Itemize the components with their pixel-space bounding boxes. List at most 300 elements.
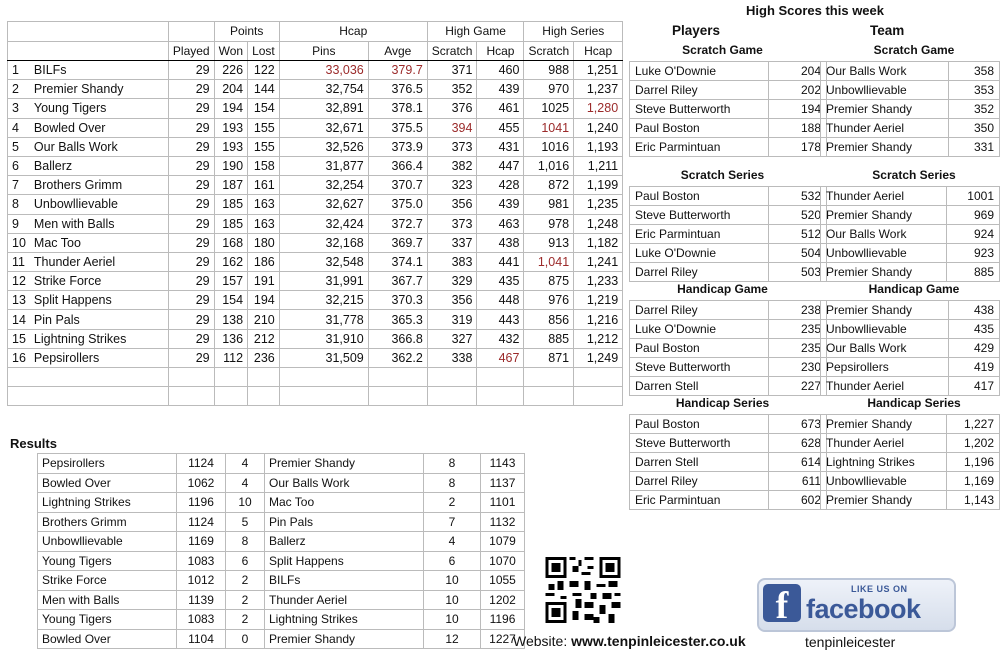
league-team: Pin Pals bbox=[30, 310, 169, 329]
league-won: 154 bbox=[214, 291, 247, 310]
score-value: 438 bbox=[948, 301, 999, 320]
league-scratch-series: 1,016 bbox=[524, 156, 574, 175]
score-value: 628 bbox=[769, 434, 827, 453]
league-scratch-series: 1016 bbox=[524, 137, 574, 156]
result-home-team: Unbowllievable bbox=[38, 532, 177, 552]
league-rank: 12 bbox=[8, 272, 30, 291]
league-rank: 15 bbox=[8, 329, 30, 348]
league-rank: 6 bbox=[8, 156, 30, 175]
league-scratch-series: 978 bbox=[524, 214, 574, 233]
league-pins: 32,424 bbox=[279, 214, 368, 233]
league-row bbox=[8, 310, 623, 329]
result-away-score: 1132 bbox=[481, 512, 525, 532]
score-row bbox=[821, 320, 1000, 339]
scratch-series-header: Scratch bbox=[524, 41, 574, 61]
score-name: Luke O'Downie bbox=[630, 244, 769, 263]
result-away-points: 10 bbox=[424, 571, 481, 591]
league-won: 194 bbox=[214, 99, 247, 118]
league-hcap-game: 438 bbox=[477, 233, 524, 252]
score-value: 924 bbox=[947, 225, 1000, 244]
league-scratch-game: 356 bbox=[427, 291, 477, 310]
league-won: 162 bbox=[214, 252, 247, 271]
result-away-team: Pin Pals bbox=[265, 512, 424, 532]
facebook-icon: f bbox=[763, 584, 801, 622]
league-pins: 32,526 bbox=[279, 137, 368, 156]
league-rank: 13 bbox=[8, 291, 30, 310]
score-value: 503 bbox=[769, 263, 827, 282]
result-home-team: Men with Balls bbox=[38, 590, 177, 610]
result-away-score: 1070 bbox=[481, 551, 525, 571]
league-played: 29 bbox=[168, 61, 214, 80]
score-value: 1,202 bbox=[946, 434, 999, 453]
result-home-points: 2 bbox=[226, 571, 265, 591]
score-row bbox=[821, 100, 1000, 119]
team-handicap-game-label: Handicap Game bbox=[868, 282, 960, 296]
league-scratch-series: 976 bbox=[524, 291, 574, 310]
league-scratch-series: 981 bbox=[524, 195, 574, 214]
players-handicap-game-table bbox=[629, 300, 827, 396]
score-row bbox=[821, 263, 1000, 282]
score-name: Paul Boston bbox=[630, 187, 769, 206]
league-pins: 33,036 bbox=[279, 61, 368, 80]
players-handicap-series-table bbox=[629, 414, 827, 510]
score-value: 602 bbox=[769, 491, 827, 510]
points-header: Points bbox=[214, 22, 279, 42]
league-hcap-series: 1,237 bbox=[574, 80, 623, 99]
high-scores-title: High Scores this week bbox=[746, 3, 884, 18]
league-row bbox=[8, 214, 623, 233]
result-away-team: Lightning Strikes bbox=[265, 610, 424, 630]
league-played: 29 bbox=[168, 137, 214, 156]
league-row bbox=[8, 99, 623, 118]
league-scratch-game: 394 bbox=[427, 118, 477, 137]
score-name: Our Balls Work bbox=[821, 62, 949, 81]
league-scratch-series: 875 bbox=[524, 272, 574, 291]
league-hcap-game: 435 bbox=[477, 272, 524, 291]
score-row bbox=[821, 206, 1000, 225]
league-played: 29 bbox=[168, 195, 214, 214]
league-scratch-series: 871 bbox=[524, 348, 574, 367]
score-name: Luke O'Downie bbox=[630, 320, 769, 339]
league-avge: 365.3 bbox=[368, 310, 427, 329]
result-row bbox=[38, 454, 525, 474]
score-value: 358 bbox=[948, 62, 999, 81]
league-pins: 32,754 bbox=[279, 80, 368, 99]
league-rank: 10 bbox=[8, 233, 30, 252]
league-lost: 180 bbox=[248, 233, 280, 252]
league-played: 29 bbox=[168, 214, 214, 233]
league-row bbox=[8, 137, 623, 156]
league-hcap-game: 455 bbox=[477, 118, 524, 137]
result-away-points: 2 bbox=[424, 493, 481, 513]
league-played: 29 bbox=[168, 272, 214, 291]
result-home-score: 1169 bbox=[177, 532, 226, 552]
result-away-points: 6 bbox=[424, 551, 481, 571]
league-hcap-series: 1,199 bbox=[574, 176, 623, 195]
league-played: 29 bbox=[168, 80, 214, 99]
result-home-score: 1062 bbox=[177, 473, 226, 493]
players-scratch-game-table bbox=[629, 61, 827, 157]
score-row bbox=[630, 339, 827, 358]
score-value: 1,196 bbox=[946, 453, 999, 472]
league-rank: 7 bbox=[8, 176, 30, 195]
score-value: 611 bbox=[769, 472, 827, 491]
score-name: Darrel Riley bbox=[630, 301, 769, 320]
league-team: BILFs bbox=[30, 61, 169, 80]
score-name: Premier Shandy bbox=[821, 138, 949, 157]
score-value: 532 bbox=[769, 187, 827, 206]
scratch-header: Scratch bbox=[427, 41, 477, 61]
score-row bbox=[630, 206, 827, 225]
league-row bbox=[8, 348, 623, 367]
score-name: Paul Boston bbox=[630, 119, 769, 138]
league-lost: 212 bbox=[248, 329, 280, 348]
score-name: Eric Parmintuan bbox=[630, 491, 769, 510]
score-row bbox=[821, 138, 1000, 157]
league-scratch-game: 373 bbox=[427, 137, 477, 156]
result-home-score: 1104 bbox=[177, 629, 226, 649]
league-lost: 186 bbox=[248, 252, 280, 271]
result-row bbox=[38, 512, 525, 532]
league-pins: 31,910 bbox=[279, 329, 368, 348]
score-name: Lightning Strikes bbox=[821, 453, 947, 472]
league-scratch-series: 970 bbox=[524, 80, 574, 99]
league-scratch-game: 319 bbox=[427, 310, 477, 329]
avge-header: Avge bbox=[368, 41, 427, 61]
league-lost: 144 bbox=[248, 80, 280, 99]
league-rank: 5 bbox=[8, 137, 30, 156]
score-value: 188 bbox=[769, 119, 827, 138]
league-row bbox=[8, 272, 623, 291]
league-hcap-series: 1,251 bbox=[574, 61, 623, 80]
league-team: Young Tigers bbox=[30, 99, 169, 118]
score-name: Premier Shandy bbox=[821, 206, 947, 225]
league-scratch-game: 352 bbox=[427, 80, 477, 99]
league-rank: 8 bbox=[8, 195, 30, 214]
league-team: Men with Balls bbox=[30, 214, 169, 233]
league-hcap-game: 447 bbox=[477, 156, 524, 175]
score-name: Premier Shandy bbox=[821, 415, 947, 434]
result-home-team: Lightning Strikes bbox=[38, 493, 177, 513]
score-name: Steve Butterworth bbox=[630, 100, 769, 119]
score-name: Darren Stell bbox=[630, 377, 769, 396]
league-avge: 376.5 bbox=[368, 80, 427, 99]
score-row bbox=[630, 491, 827, 510]
league-pins: 32,215 bbox=[279, 291, 368, 310]
league-scratch-game: 382 bbox=[427, 156, 477, 175]
league-scratch-series: 913 bbox=[524, 233, 574, 252]
league-hcap-series: 1,193 bbox=[574, 137, 623, 156]
result-away-team: Mac Too bbox=[265, 493, 424, 513]
result-home-team: Young Tigers bbox=[38, 551, 177, 571]
league-hcap-game: 460 bbox=[477, 61, 524, 80]
league-team: Thunder Aeriel bbox=[30, 252, 169, 271]
league-lost: 236 bbox=[248, 348, 280, 367]
pins-header: Pins bbox=[279, 41, 368, 61]
score-name: Paul Boston bbox=[630, 339, 769, 358]
league-won: 138 bbox=[214, 310, 247, 329]
score-value: 885 bbox=[947, 263, 1000, 282]
score-row bbox=[630, 225, 827, 244]
league-pins: 31,778 bbox=[279, 310, 368, 329]
result-home-points: 5 bbox=[226, 512, 265, 532]
score-name: Thunder Aeriel bbox=[821, 119, 949, 138]
league-avge: 370.7 bbox=[368, 176, 427, 195]
score-row bbox=[821, 415, 1000, 434]
score-value: 230 bbox=[769, 358, 827, 377]
result-home-score: 1124 bbox=[177, 512, 226, 532]
league-won: 168 bbox=[214, 233, 247, 252]
score-row bbox=[630, 320, 827, 339]
league-won: 157 bbox=[214, 272, 247, 291]
result-home-points: 10 bbox=[226, 493, 265, 513]
result-away-team: Split Happens bbox=[265, 551, 424, 571]
league-pins: 32,671 bbox=[279, 118, 368, 137]
result-home-points: 4 bbox=[226, 454, 265, 474]
league-pins: 32,627 bbox=[279, 195, 368, 214]
score-row bbox=[630, 81, 827, 100]
result-away-points: 10 bbox=[424, 610, 481, 630]
score-row bbox=[821, 339, 1000, 358]
league-team: Bowled Over bbox=[30, 118, 169, 137]
league-row bbox=[8, 329, 623, 348]
result-away-score: 1101 bbox=[481, 493, 525, 513]
league-row bbox=[8, 291, 623, 310]
result-home-points: 8 bbox=[226, 532, 265, 552]
players-scratch-game-label: Scratch Game bbox=[682, 43, 763, 57]
result-away-points: 8 bbox=[424, 473, 481, 493]
score-name: Darren Stell bbox=[630, 453, 769, 472]
league-scratch-game: 329 bbox=[427, 272, 477, 291]
league-rank: 2 bbox=[8, 80, 30, 99]
league-rank: 16 bbox=[8, 348, 30, 367]
score-value: 350 bbox=[948, 119, 999, 138]
score-value: 194 bbox=[769, 100, 827, 119]
result-home-score: 1012 bbox=[177, 571, 226, 591]
score-row bbox=[821, 244, 1000, 263]
players-scratch-series-table bbox=[629, 186, 827, 282]
result-away-points: 8 bbox=[424, 454, 481, 474]
score-row bbox=[821, 301, 1000, 320]
result-away-team: Premier Shandy bbox=[265, 629, 424, 649]
league-hcap-game: 431 bbox=[477, 137, 524, 156]
high-game-header: High Game bbox=[427, 22, 524, 42]
result-home-score: 1124 bbox=[177, 454, 226, 474]
score-name: Luke O'Downie bbox=[630, 62, 769, 81]
result-home-team: Strike Force bbox=[38, 571, 177, 591]
score-name: Darrel Riley bbox=[630, 263, 769, 282]
score-name: Darrel Riley bbox=[630, 81, 769, 100]
league-hcap-game: 463 bbox=[477, 214, 524, 233]
score-value: 1,143 bbox=[946, 491, 999, 510]
score-row bbox=[630, 472, 827, 491]
score-value: 419 bbox=[948, 358, 999, 377]
league-avge: 378.1 bbox=[368, 99, 427, 118]
league-pins: 31,877 bbox=[279, 156, 368, 175]
score-name: Premier Shandy bbox=[821, 100, 949, 119]
score-row bbox=[630, 358, 827, 377]
score-name: Darrel Riley bbox=[630, 472, 769, 491]
league-row bbox=[8, 80, 623, 99]
result-away-team: Thunder Aeriel bbox=[265, 590, 424, 610]
score-row bbox=[630, 62, 827, 81]
score-row bbox=[821, 81, 1000, 100]
league-won: 112 bbox=[214, 348, 247, 367]
league-avge: 379.7 bbox=[368, 61, 427, 80]
league-played: 29 bbox=[168, 252, 214, 271]
score-row bbox=[821, 187, 1000, 206]
score-row bbox=[821, 119, 1000, 138]
league-hcap-series: 1,241 bbox=[574, 252, 623, 271]
score-row bbox=[630, 377, 827, 396]
result-away-points: 4 bbox=[424, 532, 481, 552]
score-value: 429 bbox=[948, 339, 999, 358]
result-away-score: 1227 bbox=[481, 629, 525, 649]
league-avge: 373.9 bbox=[368, 137, 427, 156]
result-home-score: 1083 bbox=[177, 551, 226, 571]
result-row bbox=[38, 551, 525, 571]
score-row bbox=[630, 138, 827, 157]
score-row bbox=[630, 263, 827, 282]
result-home-score: 1083 bbox=[177, 610, 226, 630]
result-home-team: Bowled Over bbox=[38, 473, 177, 493]
league-lost: 163 bbox=[248, 214, 280, 233]
hcap-series-header: Hcap bbox=[574, 41, 623, 61]
score-row bbox=[821, 358, 1000, 377]
league-scratch-game: 338 bbox=[427, 348, 477, 367]
result-home-points: 0 bbox=[226, 629, 265, 649]
league-hcap-series: 1,233 bbox=[574, 272, 623, 291]
score-row bbox=[630, 453, 827, 472]
score-value: 512 bbox=[769, 225, 827, 244]
league-team: Split Happens bbox=[30, 291, 169, 310]
league-lost: 122 bbox=[248, 61, 280, 80]
score-value: 923 bbox=[947, 244, 1000, 263]
league-scratch-series: 1025 bbox=[524, 99, 574, 118]
result-away-team: Ballerz bbox=[265, 532, 424, 552]
league-table bbox=[7, 21, 623, 406]
league-row bbox=[8, 61, 623, 80]
league-played: 29 bbox=[168, 310, 214, 329]
league-rank: 4 bbox=[8, 118, 30, 137]
high-series-header: High Series bbox=[524, 22, 623, 42]
league-scratch-series: 1,041 bbox=[524, 252, 574, 271]
score-row bbox=[630, 301, 827, 320]
league-hcap-series: 1,280 bbox=[574, 99, 623, 118]
won-header: Won bbox=[214, 41, 247, 61]
facebook-like-text: LIKE US ON bbox=[851, 584, 908, 594]
league-won: 193 bbox=[214, 118, 247, 137]
league-rank: 11 bbox=[8, 252, 30, 271]
score-value: 673 bbox=[769, 415, 827, 434]
league-lost: 154 bbox=[248, 99, 280, 118]
league-team: Lightning Strikes bbox=[30, 329, 169, 348]
players-scratch-series-label: Scratch Series bbox=[680, 168, 765, 182]
league-avge: 374.1 bbox=[368, 252, 427, 271]
league-lost: 163 bbox=[248, 195, 280, 214]
result-home-team: Pepsirollers bbox=[38, 454, 177, 474]
result-away-score: 1196 bbox=[481, 610, 525, 630]
website-link[interactable]: www.tenpinleicester.co.uk bbox=[571, 633, 746, 649]
league-avge: 366.4 bbox=[368, 156, 427, 175]
score-value: 417 bbox=[948, 377, 999, 396]
league-played: 29 bbox=[168, 118, 214, 137]
result-row bbox=[38, 493, 525, 513]
league-pins: 32,168 bbox=[279, 233, 368, 252]
score-value: 352 bbox=[948, 100, 999, 119]
players-handicap-game-label: Handicap Game bbox=[677, 282, 768, 296]
league-team: Premier Shandy bbox=[30, 80, 169, 99]
league-hcap-game: 432 bbox=[477, 329, 524, 348]
team-scratch-game-table bbox=[820, 61, 1000, 157]
score-value: 178 bbox=[769, 138, 827, 157]
league-won: 226 bbox=[214, 61, 247, 80]
score-row bbox=[630, 187, 827, 206]
score-name: Thunder Aeriel bbox=[821, 434, 947, 453]
league-lost: 194 bbox=[248, 291, 280, 310]
score-value: 1001 bbox=[947, 187, 1000, 206]
league-row bbox=[8, 252, 623, 271]
league-team: Unbowllievable bbox=[30, 195, 169, 214]
league-lost: 191 bbox=[248, 272, 280, 291]
facebook-badge[interactable] bbox=[757, 578, 956, 632]
league-scratch-game: 383 bbox=[427, 252, 477, 271]
league-scratch-series: 885 bbox=[524, 329, 574, 348]
league-hcap-series: 1,249 bbox=[574, 348, 623, 367]
score-value: 235 bbox=[769, 339, 827, 358]
league-hcap-game: 467 bbox=[477, 348, 524, 367]
league-hcap-series: 1,216 bbox=[574, 310, 623, 329]
result-away-team: BILFs bbox=[265, 571, 424, 591]
result-row bbox=[38, 473, 525, 493]
league-hcap-game: 443 bbox=[477, 310, 524, 329]
result-away-score: 1055 bbox=[481, 571, 525, 591]
league-avge: 367.7 bbox=[368, 272, 427, 291]
score-row bbox=[821, 453, 1000, 472]
team-scratch-game-label: Scratch Game bbox=[873, 43, 955, 57]
league-pins: 32,891 bbox=[279, 99, 368, 118]
league-body bbox=[8, 61, 623, 406]
league-played: 29 bbox=[168, 348, 214, 367]
league-row bbox=[8, 176, 623, 195]
score-value: 1,169 bbox=[946, 472, 999, 491]
website-line bbox=[513, 633, 746, 649]
score-value: 1,227 bbox=[946, 415, 999, 434]
lost-header: Lost bbox=[248, 41, 280, 61]
league-rank: 9 bbox=[8, 214, 30, 233]
league-avge: 375.0 bbox=[368, 195, 427, 214]
score-value: 435 bbox=[948, 320, 999, 339]
league-pins: 31,991 bbox=[279, 272, 368, 291]
score-row bbox=[821, 434, 1000, 453]
league-pins: 31,509 bbox=[279, 348, 368, 367]
result-home-team: Brothers Grimm bbox=[38, 512, 177, 532]
league-won: 185 bbox=[214, 195, 247, 214]
league-hcap-series: 1,240 bbox=[574, 118, 623, 137]
score-name: Steve Butterworth bbox=[630, 434, 769, 453]
league-played: 29 bbox=[168, 291, 214, 310]
league-avge: 372.7 bbox=[368, 214, 427, 233]
result-home-team: Young Tigers bbox=[38, 610, 177, 630]
result-row bbox=[38, 610, 525, 630]
league-played: 29 bbox=[168, 176, 214, 195]
league-team: Ballerz bbox=[30, 156, 169, 175]
league-rank: 3 bbox=[8, 99, 30, 118]
score-value: 969 bbox=[947, 206, 1000, 225]
result-home-score: 1139 bbox=[177, 590, 226, 610]
league-row bbox=[8, 156, 623, 175]
team-scratch-series-label: Scratch Series bbox=[872, 168, 956, 182]
